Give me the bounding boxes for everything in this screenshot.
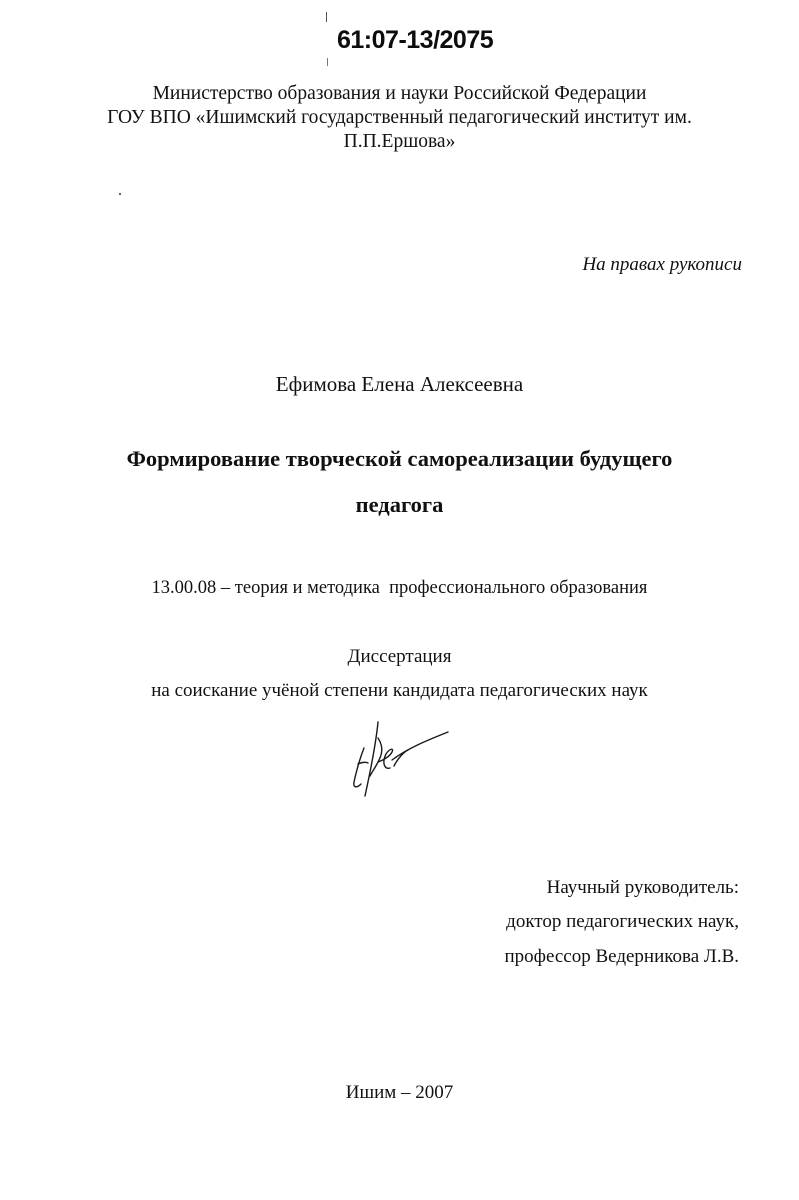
degree-sought: на соискание учёной степени кандидата педагогических наук xyxy=(151,680,648,701)
catalog-number: 61:07-13/2075 xyxy=(337,26,494,54)
dissertation-type: Диссертация xyxy=(347,646,452,667)
supervisor-label: Научный руководитель: xyxy=(546,877,739,898)
place-year: Ишим – 2007 xyxy=(345,1082,454,1103)
scan-mark xyxy=(327,58,328,66)
supervisor-name: профессор Ведерникова Л.В. xyxy=(504,946,739,967)
author-signature xyxy=(348,718,452,798)
rights-note: На правах рукописи xyxy=(582,254,742,275)
supervisor-degree: доктор педагогических наук, xyxy=(506,911,739,932)
institute-line: ГОУ ВПО «Ишимский государственный педагогический институт им. xyxy=(107,107,692,128)
specialty-code: 13.00.08 – теория и методика профессионального образования xyxy=(151,578,648,598)
scan-dot xyxy=(119,193,121,195)
author-name: Ефимова Елена Алексеевна xyxy=(275,372,524,396)
dissertation-title-line1: Формирование творческой самореализации будущего xyxy=(126,446,673,471)
scan-mark xyxy=(326,12,327,22)
dissertation-title-line2: педагога xyxy=(355,492,444,517)
ministry-line: Министерство образования и науки Российской Федерации xyxy=(152,83,647,104)
institute-line-continued: П.П.Ершова» xyxy=(343,131,456,152)
